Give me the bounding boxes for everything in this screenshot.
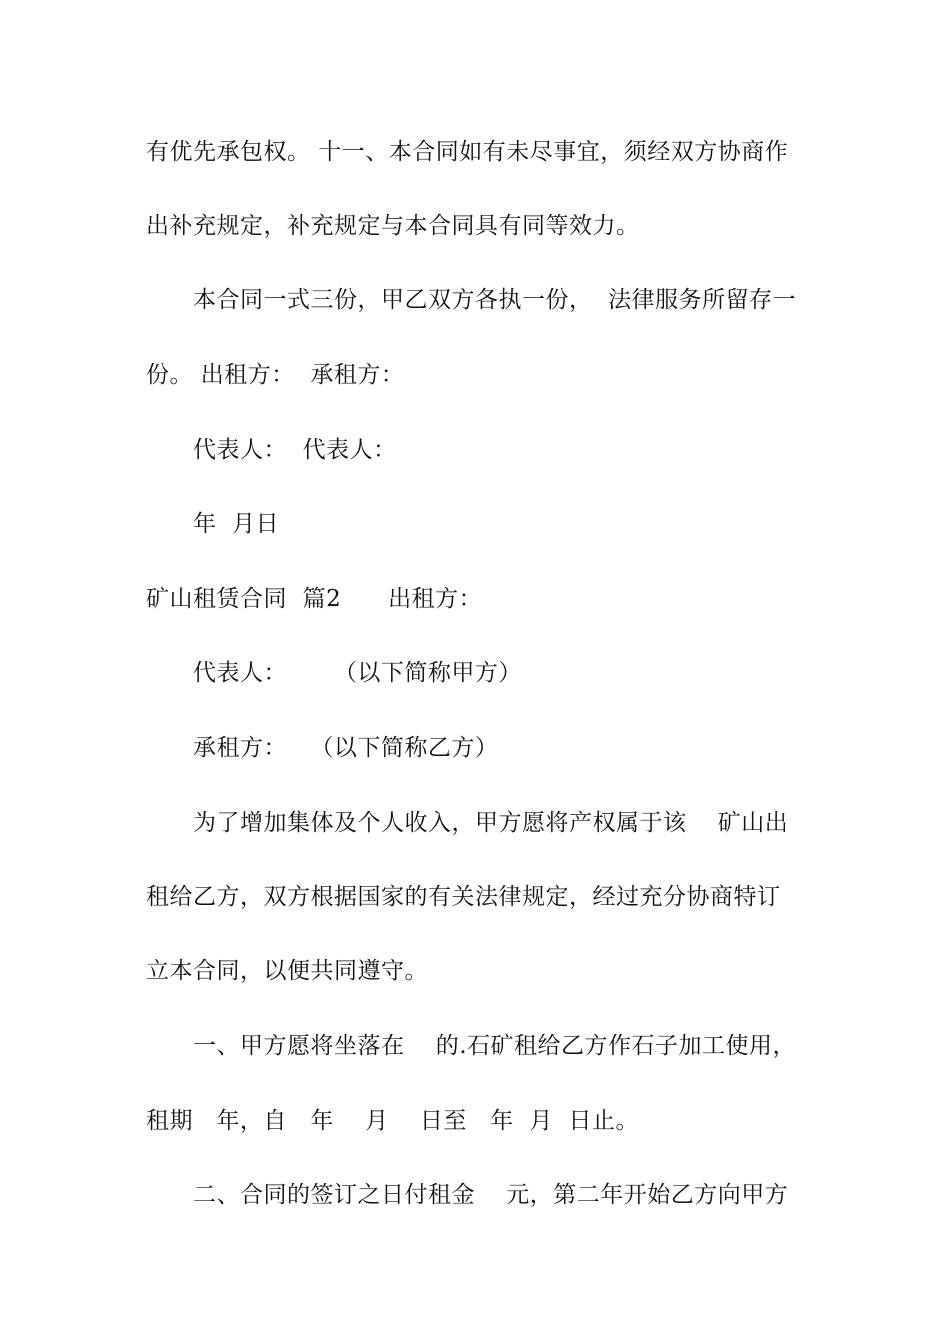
text-line: 二、合同的签订之日付租金 元，第二年开始乙方向甲方 <box>193 1182 789 1208</box>
text-line: 租期 年，自 年 月 日至 年 月 日止。 <box>146 1108 640 1134</box>
text-line: 有优先承包权。 十一、本合同如有未尽事宜，须经双方协商作 <box>146 139 789 165</box>
text-line: 份。 出租方： 承租方： <box>146 362 405 388</box>
text-line: 代表人： （以下简称甲方） <box>193 660 522 686</box>
text-line: 立本合同，以便共同遵守。 <box>146 958 428 984</box>
text-line: 租给乙方，双方根据国家的有关法律规定，经过充分协商特订 <box>146 884 781 910</box>
section-heading: 矿山租赁合同 篇2 出租方： <box>146 586 483 612</box>
text-line: 一、甲方愿将坐落在 的.石矿租给乙方作石子加工使用， <box>193 1033 797 1059</box>
text-line: 本合同一式三份，甲乙双方各执一份， 法律服务所留存一 <box>193 287 797 313</box>
text-line: 承租方： （以下简称乙方） <box>193 735 499 761</box>
text-line: 代表人： 代表人： <box>193 437 397 463</box>
text-line: 出补充规定，补充规定与本合同具有同等效力。 <box>146 213 640 239</box>
text-line: 年 月日 <box>193 511 280 537</box>
text-line: 为了增加集体及个人收入，甲方愿将产权属于该 矿山出 <box>193 810 789 836</box>
